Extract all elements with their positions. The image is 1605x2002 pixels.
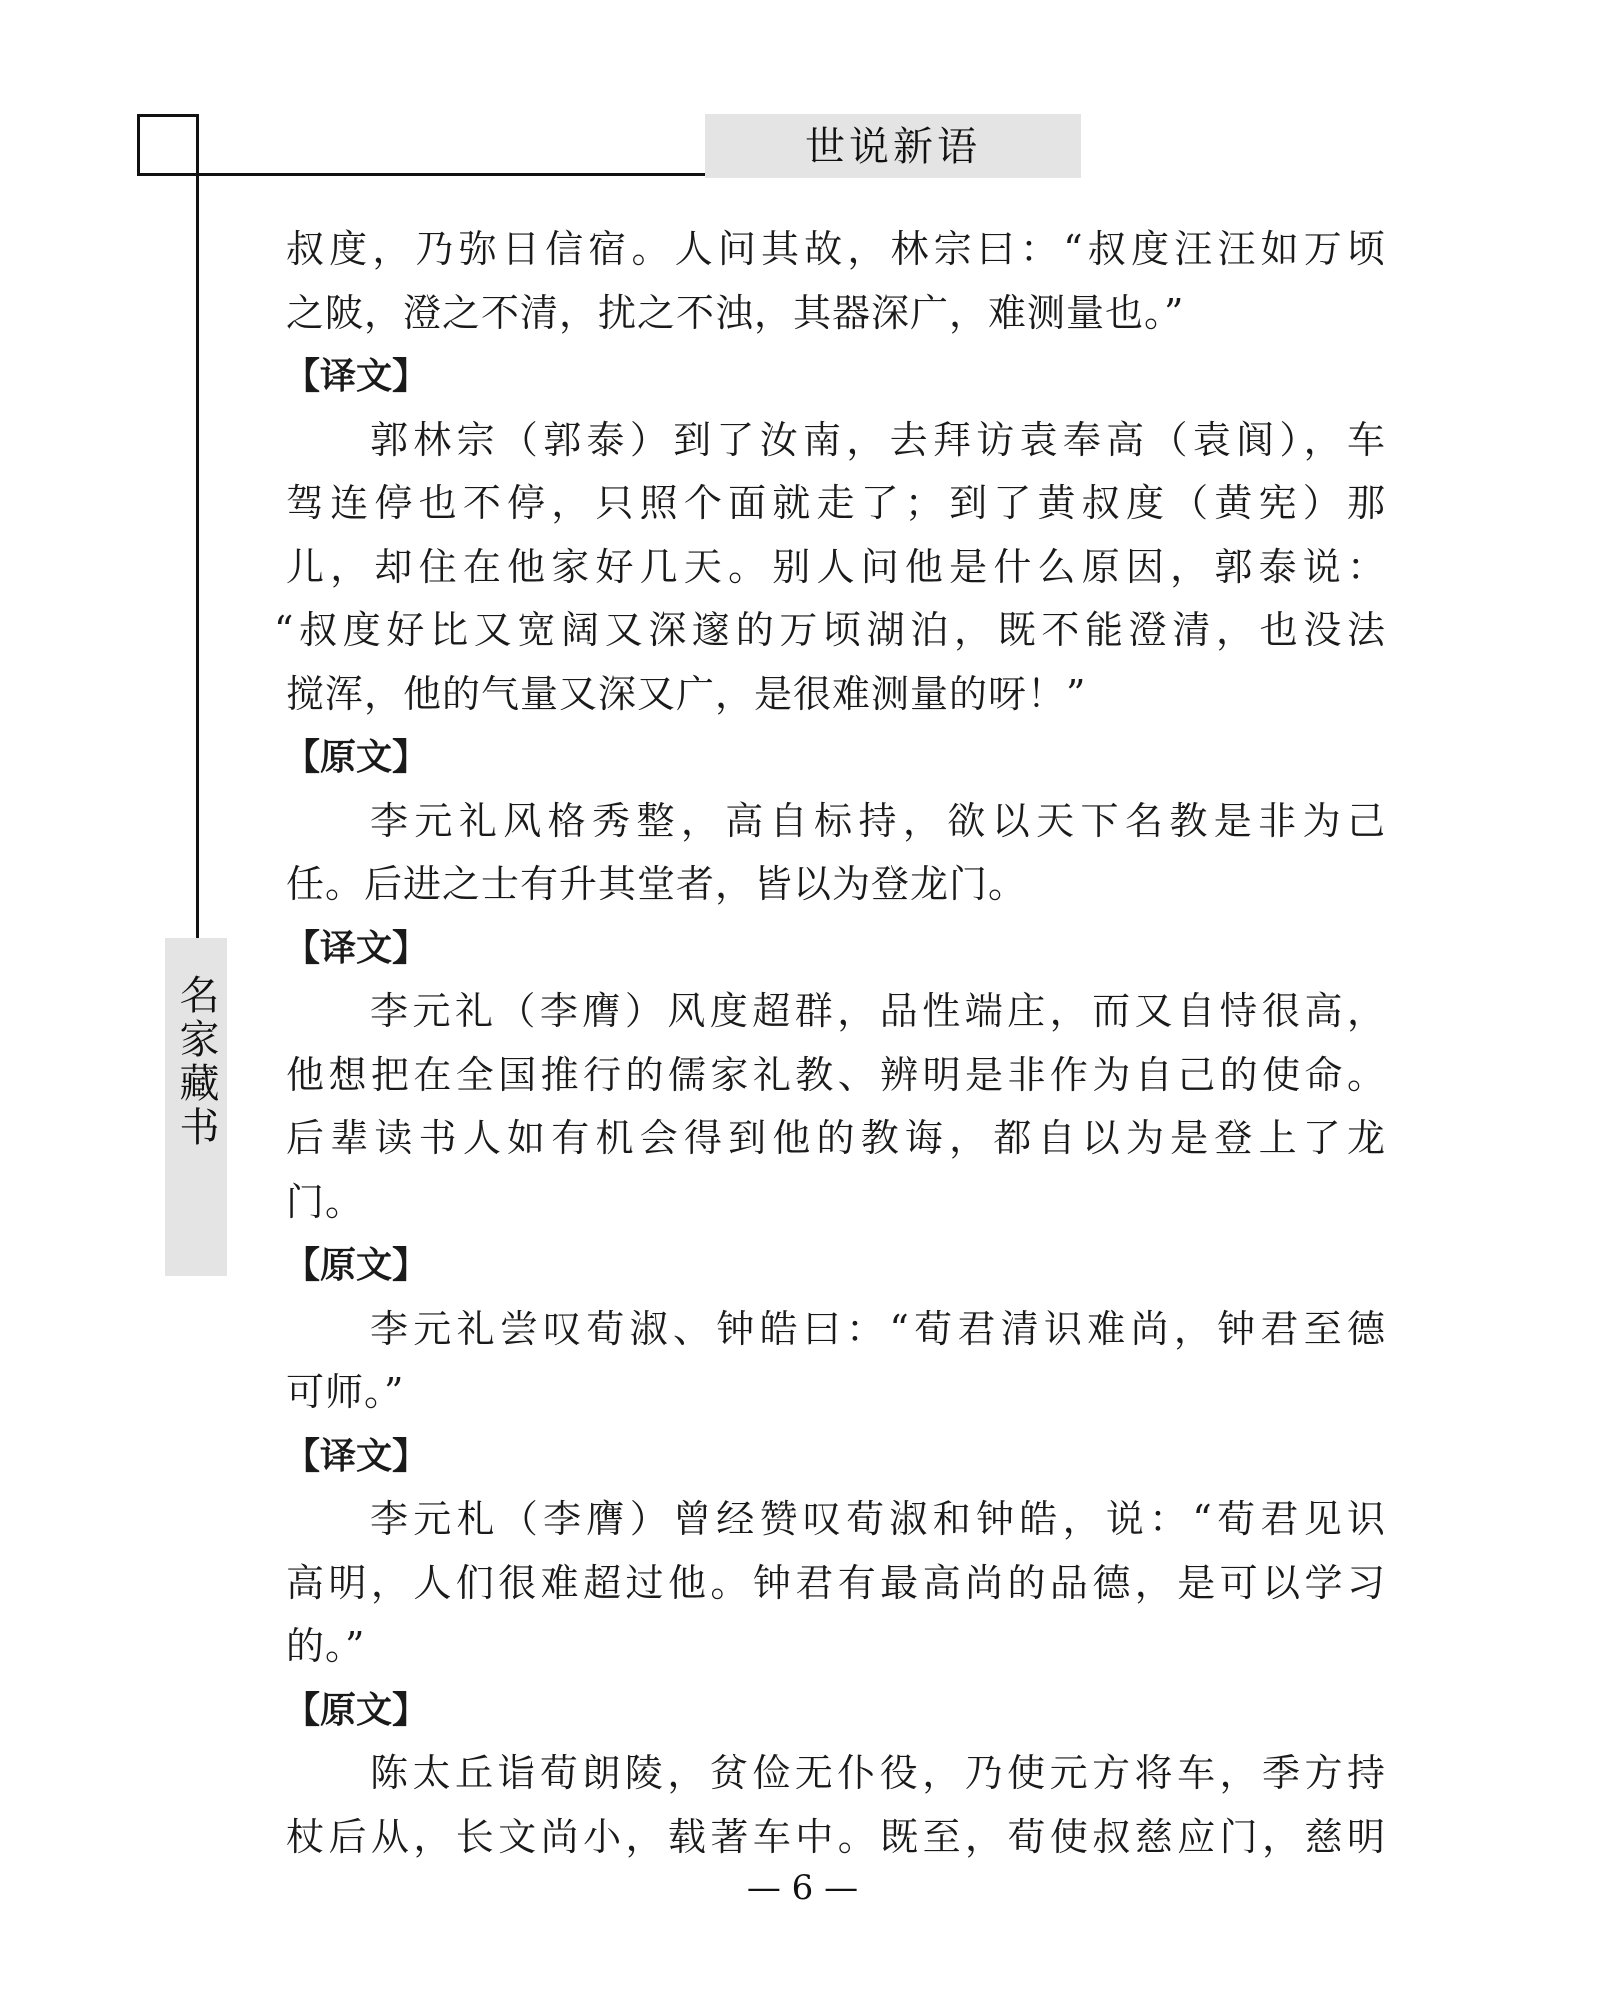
- section-label-translation: 【译文】: [284, 1435, 429, 1477]
- header-rule: [137, 173, 707, 176]
- page-number: — 6 —: [746, 1868, 859, 1908]
- text-line: 李元礼风格秀整，高自标持，欲以天下名教是非为己: [370, 798, 1386, 843]
- text-line: 陈太丘诣荀朗陵，贫俭无仆役，乃使元方将车，季方持: [370, 1751, 1386, 1795]
- text-line: 可师。”: [286, 1370, 405, 1414]
- section-label-translation: 【译文】: [284, 356, 429, 397]
- text-line: 高明，人们很难超过他。钟君有最高尚的品德，是可以学习: [286, 1560, 1386, 1605]
- text-line: “叔度好比又宽阔又深邃的万顷湖泊，既不能澄清，也没法: [274, 608, 1386, 652]
- text-line: 李元礼（李膺）风度超群，品性端庄，而又自恃很高，: [370, 989, 1386, 1033]
- section-label-original: 【原文】: [284, 1689, 429, 1731]
- text-line: 杖后从，长文尚小，载著车中。既至，荀使叔慈应门，慈明: [286, 1814, 1386, 1859]
- section-label-translation: 【译文】: [284, 927, 429, 969]
- text-line: 之陂，澄之不清，扰之不浊，其器深广，难测量也。”: [286, 290, 1185, 335]
- text-line: 驾连停也不停，只照个面就走了；到了黄叔度（黄宪）那: [286, 481, 1386, 525]
- spine-line: [196, 114, 199, 940]
- side-tab-label: 名家藏书: [173, 974, 219, 1150]
- corner-frame: [137, 114, 199, 176]
- text-line: 的。”: [286, 1624, 366, 1668]
- text-line: 搅浑，他的气量又深又广，是很难测量的呀！”: [286, 671, 1087, 716]
- text-line: 任。后进之士有升其堂者，皆以为登龙门。: [286, 862, 1028, 906]
- running-header-title: 世说新语: [705, 114, 1081, 178]
- text-line: 后辈读书人如有机会得到他的教诲，都自以为是登上了龙: [286, 1116, 1386, 1160]
- page-body: [274, 218, 1386, 1869]
- section-label-original: 【原文】: [284, 1245, 429, 1286]
- text-line: 他想把在全国推行的儒家礼教、辨明是非作为自己的使命。: [286, 1052, 1386, 1097]
- text-line: 叔度，乃弥日信宿。人问其故，林宗曰：“叔度汪汪如万顷: [286, 227, 1386, 271]
- text-line: 郭林宗（郭泰）到了汝南，去拜访袁奉高（袁阆），车: [370, 417, 1386, 462]
- text-line: 儿，却住在他家好几天。别人问他是什么原因，郭泰说：: [286, 544, 1386, 589]
- text-line: 门。: [286, 1179, 365, 1224]
- text-line: 李元札（李膺）曾经赞叹荀淑和钟皓，说：“荀君见识: [370, 1497, 1386, 1541]
- text-line: 李元礼尝叹荀淑、钟皓曰：“荀君清识难尚，钟君至德: [370, 1306, 1386, 1351]
- section-label-original: 【原文】: [284, 737, 429, 778]
- side-tab: [165, 938, 227, 1276]
